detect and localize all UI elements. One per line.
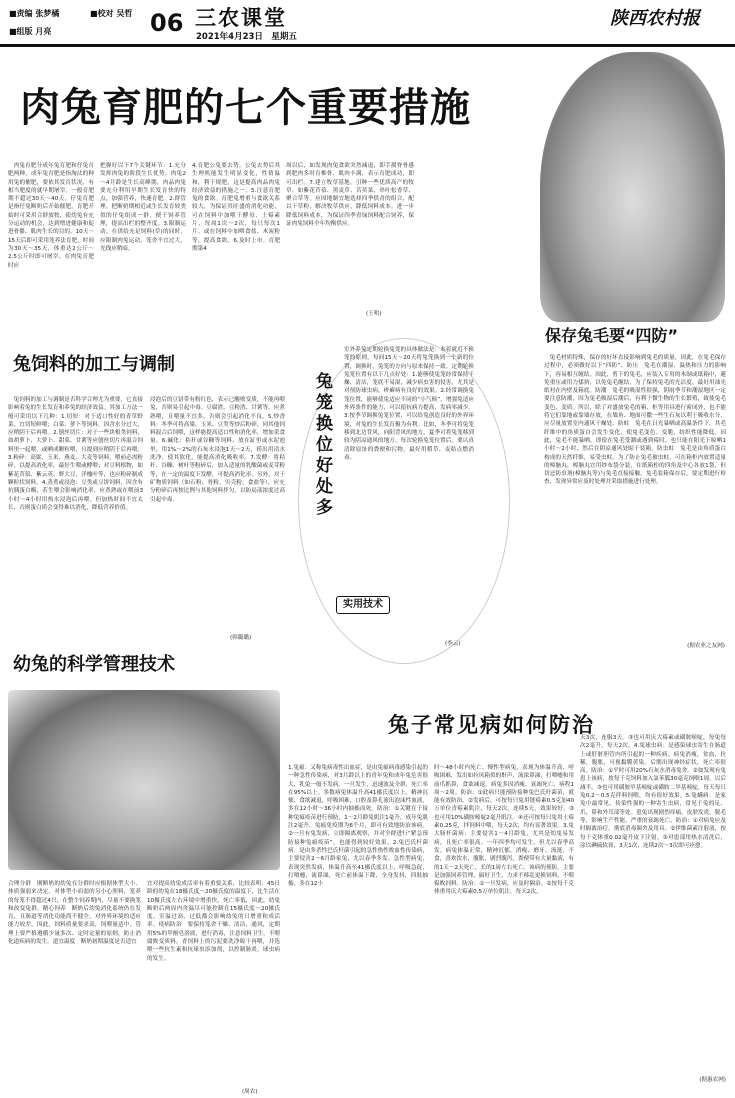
feed-author: (韩璐璐) — [230, 635, 252, 641]
cage-title: 兔笼换位好处多 — [316, 372, 333, 518]
disease-col-3: 天3次，连服3天。③也可用庆大霉素或磺胺嘧啶，每兔每次2毫升，每天2次。4.兔球虫病：是感染球虫寄生在肠道上或肝脏胆管内所引起的一种疾病。病兔消瘦，贫血，拉稀，腹胀，可视黏膜黄染。后期出现神经症状，死亡率很高。防治：①平时可用20%石灰水消毒兔舍。②如发现有兔患上该病，按每千克饲料加入氯苯胍30毫克饲喂1周，以后减半。③也可用磺胺甲基嘧啶或磺胺二甲基嘧啶，每天每只兔0.2～0.5克拌料饲喂，均有很好效果。5.兔螨病：是家兔中最常见、传染性强的一种寄生虫病，常见于兔的足、爪、鼻和外耳部等处。患兔出现剧烈痒痛，皮肤发炎，脱毛等，影响生产性能，严重的衰竭死亡。防治：①对病兔应及时隔离治疗，彻底消毒圈舍及用具。②伊维菌素注射液，按每千克体重0.02毫升皮下注射。③对患部用热水清洗后，涂以碘硫软膏，3天1次，连续2次～3次即可痊愈。 — [580, 735, 726, 849]
disease-title: 兔子常见病如何防治 — [388, 713, 595, 737]
rabbit-photo-1 — [540, 52, 725, 322]
fur-author: (据农业之友网) — [687, 643, 725, 649]
cage-text: 室外养兔定期轮换兔笼的具体做法是：本着就近不换笼的原则，每间15天～20天将兔笼换到一个新的位置，调换时，兔笼的方向与原来保持一致。定期轮换兔笼位置有以下几点好处：1.能够使兔笼经常保持干燥、清洁，笼底不易湿，减少病虫害的侵害，尤其是对预防球虫病，疥癣病有良好的效果。2.经常调换兔笼位置，能够使兔适应不同的“小气候”，增强兔适应外界条件的能力，可以使抗病力提高，发病率减少。3.按季节调换兔笼位置，可以给兔创造良好的外界环境，对兔的生长发育极为有利。比如，冬季可将兔笼移到北边背风，向阳背风的地方，夏季可将兔笼移到较为阴凉通风的地方。每次轮换兔笼位置后，要认真清除原址的粪便和污物，最好用稻草、麦秸点燃消毒。 — [344, 347, 474, 461]
page-number: 06 — [150, 9, 184, 37]
fatten-col-3: 4.育肥公兔要去势。公兔去势后其生理机能发生明显变化，性情温和，利于规肥，这是提高肉品肉兔经济效益的措施之一。5.注意育肥兔的食欲。育肥兔增重与食欲关系较大，为保证其旺盛的消化功能，可在饲料中加喂干酵母、土霉素片，每周1次～2次，每只每次1片。或在饲料中加喂食盐、木炭粉等，提高食欲。6.及时上市。育肥期第4 — [192, 163, 280, 252]
masthead-logo: 陕西农村报 — [610, 8, 700, 29]
fatten-author: (王明) — [366, 311, 382, 317]
disease-col-2: 时～48小时内死亡。慢性型病兔，表现为体温升高，呼吸困难，发出如拉风箱似的鼾声，流浓鼻涕，打喷嚏和用前爪抓鼻，食欲减退，病兔多因消瘦、衰竭死亡，病程1周～2周。防治：①此病只能预防接种兔巴氏杆菌苗，就能有效防治。②发病后，可按每只兔用链霉素0.5克加40万单位青霉素肌注，每天2次，连续5天，效果较好。③也可用10%磺胺嘧啶2毫升肌注。④还可按每只兔用土霉素0.25克，拌饲料中喂，每天2次，均有显著效果。3.兔大肠杆菌病：主要侵害1～4月龄兔，尤其是幼兔易发病，且死亡率很高。一年四季均可发生，但尤以春季高发。病兔体温正常，精神沉郁，消瘦、磨牙、流涎，不食，喜欢饮水，腹胀，剧烈腹泻，粪便带有大量黏液，有的1天～2天死亡，长的1周左右死亡。该病的预防，主要是加强饲养管理，搞好卫生，力求不移乱更换饲料，不喂霉败饲料。防治：①一旦发病，应及时隔治。②按每千克体重用庆大霉素0.5万单位肌注，每天2次， — [434, 765, 574, 896]
editor-2: ■校对 吴哲 — [90, 9, 133, 18]
editor-3: ■组版 月亮 — [9, 27, 52, 36]
disease-col-1: 1.兔瘟：又称兔病毒性出血症，是由兔瘟病毒感染引起的一种急性传染病，对3月龄以上的青年兔和成年兔危害很大，乳兔一般不发病。一旦发生，迅速波及全群，死亡率在95%以上。多数病兔体温升高41摄氏度以上，精神沉郁，食欲减退，呼吸困难，口腔及鼻孔流出泡沫性血液，多在12小时～36小时内抽搐而死。防治：①关键在于接种兔瘟疫苗进行预防，1～2月龄兔肌注1毫升，成年兔肌注2毫升，兔瘟免疫期为6个月，即可有效地防治该病。②一旦有兔发病，立即隔离观察，并对全群进行“紧急预防接种兔瘟疫苗”，也能得到较好效果。2.兔巴氏杆菌病：是由多杀性巴氏杆菌引起的急性热性败血性传染病，主要侵害2～6月龄家兔，尤以春季多发。急性型病兔，表现突然发病，体温升高至41摄氏度以上，呼吸急促，打喷嚏，流鼻涕，死亡前体温下降，全身发抖，四肢抽搐，多在12小 — [288, 765, 428, 888]
feed-title: 兔饲料的加工与调制 — [13, 354, 175, 375]
young-col-2: 宜对提高幼兔成活率有着重要关系，比较表明：45日龄的幼兔在18摄氏度～20摄氏度的温度下，比生活在10摄氏度左右环境中增重快，死亡率低，因此，幼兔断奶后两周内舍温尽可能控制在15摄氏度～20摄氏度，室温过高、过低都会影响幼兔的日增重和成活率。疫病防治 要保持笼舍干燥、清洁、通风，定期用5%的甲酚皂溶液，进行消毒，注意饲料卫生，不喂腐败变质料，青饲料上的污泥要洗净晾干再喂，并选喂一些抗生素和抗球虫添加剂，以控制肠炎、球虫病的发生。 — [147, 881, 280, 962]
cage-author: (李云) — [445, 641, 461, 647]
editor-1: ■责编 张梦橘 — [9, 9, 60, 18]
issue-date: 2021年4月23日 星期五 — [196, 32, 297, 42]
cage-badge: 实用技术 — [336, 596, 390, 614]
feed-col-1: 兔饲料的加工与调制是否科学合理尤为重要，它直接影响着兔的生长发育和养兔的经济效益。其加工方法一般可采用以下几种：1.切短：对于适口性好的青草野菜，宜切短鲜喂；白菜、萝卜等饲料，因含水分过大，应稍阴干后再喂。2.刨丝切片：对于一些块根类饲料，如胡萝卜、大萝卜、甜菜、甘薯等应刨丝切片再混合饲料里一起喂，或晒成颗粒喂，且提到应稍阴干后再喂。3.粉碎：高粱、玉米、燕麦、大麦等饲料，喂前必需粉碎，以提高消化率，最好生喂或酵喂；对豆料植物，如紫花苜蓿、紫云英、野大豆、洋槐叶等，也应粉碎制成颗粒状饲料。4.蒸煮或浸泡：豆类或豆饼饲料，因含有抗胰蛋白酶，若生喂会影响消化率，应煮熟或在喂前3小时～4小时用热水浸泡后再喂。但加热时间不宜太长，否则蛋白质会变得难以消化，降低营养价值。 — [8, 397, 143, 511]
fatten-col-2: 把握好以下7个关键环节：1.充分发挥肉兔的阶段生长优势。肉兔2～4月龄是生长高峰期，肉品肉兔要充分利用早期生长发育快的特点，加强营养，快速育肥。2.群管理。把断奶期相近或生长发育较类似的仔兔组成一群，便于饲养管理，提高出栏的整齐度。3.限制运动。在供给充足饲料(草)的同时，应限制肉兔运动，笼舍不宜过大，光线应稍暗。 — [100, 163, 186, 252]
fur-title: 保存兔毛要“四防” — [545, 326, 679, 345]
header — [0, 0, 735, 42]
fatten-col-1: 肉兔育肥分成年兔育肥和仔兔育肥两种。成年兔育肥是指淘汰的种用兔的催肥，要依其发育状况，有相当肥度的就早期屠宰。一般育肥期不超过30天～40天。仔兔育肥是指仔兔断奶后开始催肥，育肥开始时可采用合群放牧，使幼兔有充分运动的机会，达到增进健康和促进骨骼、肌肉生长的目的。10天～15天后即可采用笼养法育肥，时间为30天～35天，体重达2公斤～2.5公斤时即可屠宰。在肉兔育肥时应 — [8, 163, 94, 269]
rabbit-photo-2 — [8, 690, 280, 870]
young-author: (周农) — [242, 1089, 258, 1095]
young-col-1: 合理分群 刚断奶的幼兔在分群时应根据体型大小、体质强弱来决定。对体型小而弱的另小心照料，笼养的每笼不得超过4只，在整个饲养期内，尽量不要换笼和改变兔群。精心饲养 断奶后幼兔消化系统仍在发育，且肠道等消化功能尚不健全，对外界环境的适应能力较差，因此，饲料质量要求高，饲喂量适中。管理上要严格遵循少量多次、定时定量的原则，防止消化道疾病的发生。道宜温度 断奶初期温度是否适宜 — [8, 881, 141, 946]
young-title: 幼兔的科学管理技术 — [13, 654, 175, 675]
header-rule — [0, 44, 735, 47]
disease-author: (据惠农网) — [699, 1077, 726, 1083]
fatten-col-4: 周以后，如发现肉兔食欲突然减退，即手摸脊骨感到肥肉多时育椎骨、肌肉丰满，表示育肥成功，即可出栏。7.建立牧草基地。引种一些优质高产的牧草。如紫花苜蓿、黑麦草、苦荬菜、串叶松香草、聚合草等。应因地制宜地选择四季供青的组合，配以干草粉，解决牧草供应，降低饲料成本。进一步降低饲料成本，为保证四季青绿饲料配合饲养，保证肉兔饲料全年均衡供应。 — [286, 163, 414, 228]
fur-text: 兔毛材质特殊，保存的好坏直接影响到兔毛的质量。因此，在兔毛保存过程中，必须做好以下“四防”。防压 兔毛在潮湿、温热和压力的影响下，容易相互缠结。因此，剪下的兔毛，应装入专用的木制或纸箱中，避免重压或用力揉挤，以免兔毛缠结，为了保持兔毛的光洁度，最好用油光纸衬在内壁及箱底。防潮 兔毛的吸湿性很强，阴雨季节和潮湿地区一定要注意防潮，因为兔毛吸湿后潮后，有利于微生物的生长繁殖，致使兔毛变色、变质。所以，除了对盛放兔毛的箱、柜等用具进行密闭外，也不能将它们靠地或靠墙存放，在墙角、地面可撒一些生石灰以利于吸收水分，应尽量放置室内通风干燥处。防蛀 兔毛在日光暴晒或高温条件下，其毛纤维中的角质蛋白会发生变化，使兔毛变色、变脆，纺织性能降低。因此，兔毛不能暴晒，即使在兔毛受潮或遇到霉时，也只能在阳光下晾晒1小时～2小时，然后在阴凉通风处晾干装箱。防虫蛀 兔毛是由角质蛋白构成的天然纤维，易受虫蛀。为了防止兔毛被虫蛀，可在箱柜内放置适量的樟脑丸，樟脑丸宜用纱布袋分装，在纸箱柜的四角及中心各放1袋，但切忌防虫剂(樟脑丸等)与兔毛直接接触。兔毛装箱保存后，要定期进行检查，发现异常应及时处理并采取措施进行处理。 — [544, 355, 726, 486]
main-title: 肉兔育肥的七个重要措施 — [20, 85, 471, 131]
section-title: 三农课堂 — [195, 6, 287, 30]
feed-col-2: 浸泡后的豆饼带有粉红色，表示已酸败变质，不能再喂兔，否则易引起中毒。豆腐渣、豆粉渣、甘薯等，应煮熟喂，且喂量不宜多，否则会引起消化不良。5.炒香料：冬季可将高粱、玉米、豆类等炒后粉碎，同其他饲料混合后饲喂，这样能提高适口性和消化率，增加采食量。6.碱化：秸秆或谷糠等饲料，放在缸里或水泥池里，用1%～2%的石灰水浸泡1天～2天，捞出用清水洗净，使其软化，能提高消化吸收率。7.发酵：将秸秆、谷糠、树叶等粉碎后，加入适量的乳酸菌或麦芽粉等，在一定的温度下发酵，可提高消化率。另外，对于矿物质饲料（如石粉、骨粉、贝壳粉、食盐等），应充分粉碎后再按比例与其他饲料拌匀，以防局部浓度过高引起中毒。 — [150, 397, 285, 503]
